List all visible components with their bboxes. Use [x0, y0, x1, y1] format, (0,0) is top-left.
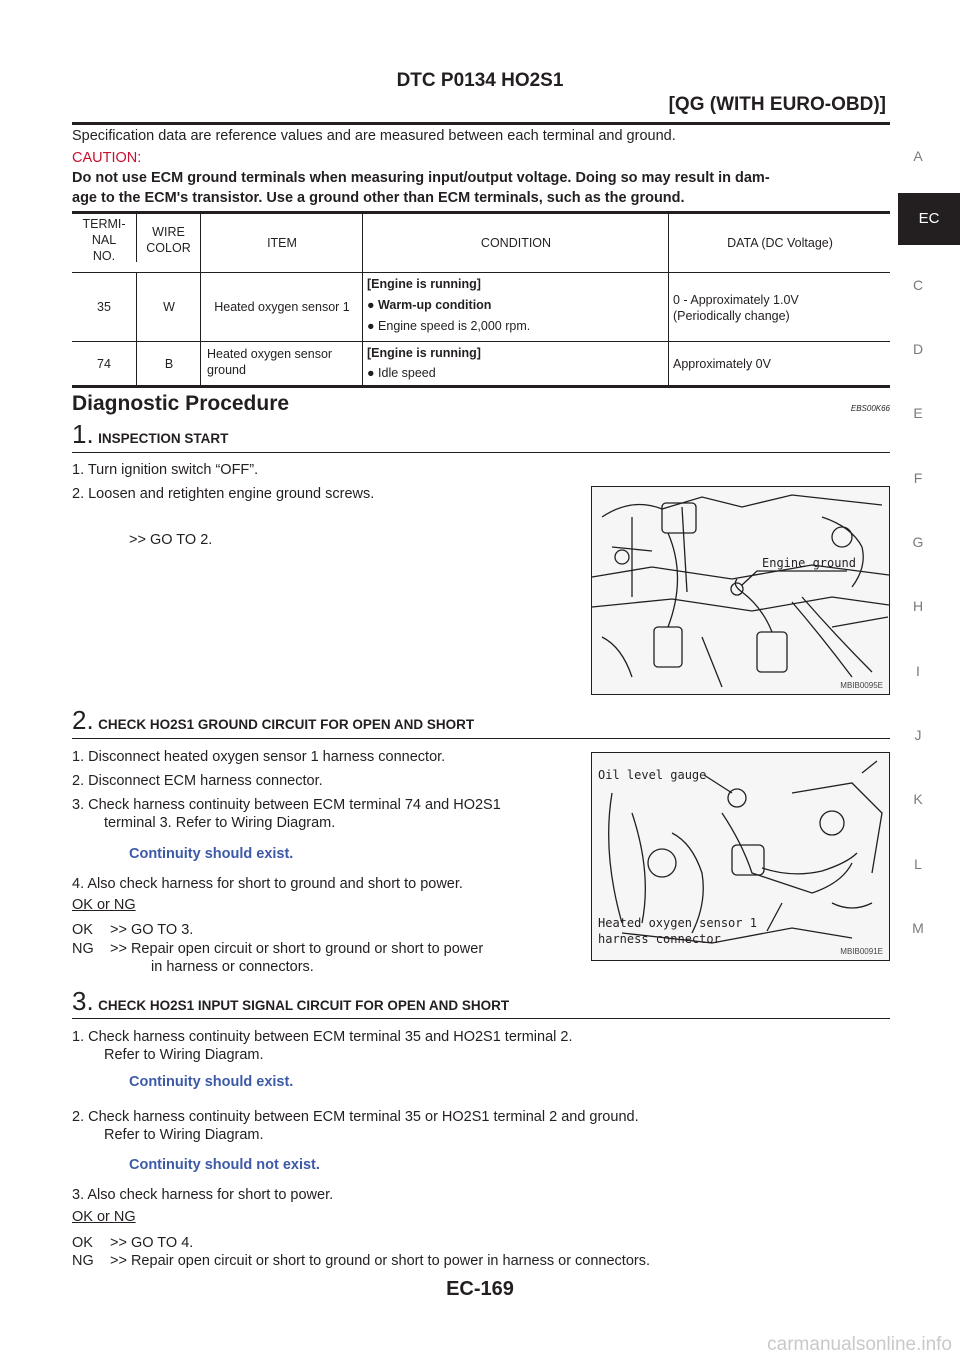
caution-line-2: age to the ECM's transistor. Use a ground other than ECM terminals, such as the ground. [72, 190, 685, 206]
cell-terminal: 74 [97, 357, 111, 371]
cell-wire: W [136, 273, 201, 341]
step-3-heading [72, 986, 509, 1017]
table-row [72, 342, 890, 386]
cell-item: Heated oxygen sensor ground [200, 342, 363, 386]
col-header-terminal: TERMI- NAL NO. [82, 217, 126, 263]
step-title: CHECK HO2S1 GROUND CIRCUIT FOR OPEN AND SHORT [98, 717, 475, 732]
condition-heading: [Engine is running] [367, 346, 481, 360]
step-3-item-cont: Refer to Wiring Diagram. [104, 1047, 264, 1063]
figure-label-engine-ground: Engine ground [762, 556, 856, 570]
step-3-spec-1: Continuity should exist. [129, 1074, 294, 1090]
step-1-heading [72, 419, 228, 450]
step-2-heading [72, 705, 474, 736]
table-row [72, 273, 890, 342]
step-2-item-cont: terminal 3. Refer to Wiring Diagram. [104, 815, 336, 831]
spec-table [72, 214, 890, 386]
step-rule [72, 1018, 890, 1019]
condition-heading: [Engine is running] [367, 277, 481, 291]
condition-bullet-1: ● Warm-up condition [367, 298, 492, 312]
sidebar-item-a[interactable]: A [913, 148, 923, 164]
sidebar-item-c[interactable]: C [912, 277, 924, 293]
figure-engine-ground [591, 486, 890, 695]
step-3-spec-2: Continuity should not exist. [129, 1157, 320, 1173]
page-subtitle: [QG (WITH EURO-OBD)] [668, 94, 886, 115]
step-3-item: 2. Check harness continuity between ECM terminal 35 or HO2S1 terminal 2 and ground. [72, 1109, 639, 1125]
bullet-icon: ● [367, 319, 379, 333]
col-header-wire: WIRE COLOR [136, 214, 200, 262]
sidebar-item-i[interactable]: I [916, 663, 920, 679]
step-number: 3. [72, 986, 94, 1016]
bullet-icon: ● [367, 298, 379, 312]
cell-wire: B [136, 342, 201, 386]
intro-text: Specification data are reference values and are measured between each terminal and ground. [72, 128, 676, 144]
step-2-ok-label: OK [72, 922, 93, 938]
cell-terminal: 35 [97, 300, 111, 314]
col-header-condition: CONDITION [362, 214, 669, 272]
step-rule [72, 738, 890, 739]
page-title: DTC P0134 HO2S1 [396, 70, 564, 91]
step-2-ng-action-cont: in harness or connectors. [151, 959, 314, 975]
sidebar-item-j[interactable]: J [914, 727, 922, 743]
table-header-row [72, 214, 890, 273]
step-1-item: 2. Loosen and retighten engine ground screws. [72, 486, 375, 502]
step-2-item: 3. Check harness continuity between ECM terminal 74 and HO2S1 [72, 797, 501, 813]
step-2-item: 1. Disconnect heated oxygen sensor 1 harness connector. [72, 749, 446, 765]
step-number: 2. [72, 705, 94, 735]
condition-bullet-2: ● Engine speed is 2,000 rpm. [367, 319, 531, 333]
figure-label-ho2s1: Heated oxygen sensor 1 [598, 916, 757, 930]
figure-id: MBIB0091E [840, 947, 883, 956]
figure-label-harness-connector: harness connector [598, 932, 721, 946]
condition-bullet-1: ● Idle speed [367, 366, 436, 380]
page-number: EC-169 [446, 1278, 514, 1300]
step-3-okng: OK or NG [72, 1209, 136, 1225]
cell-item: Heated oxygen sensor 1 [200, 273, 363, 341]
cell-condition [362, 273, 669, 341]
step-title: CHECK HO2S1 INPUT SIGNAL CIRCUIT FOR OPEN AND SHORT [98, 998, 510, 1013]
sidebar-item-f[interactable]: F [913, 470, 923, 486]
sidebar-item-k[interactable]: K [913, 791, 923, 807]
cell-condition [362, 342, 669, 386]
cell-data: 0 - Approximately 1.0V (Periodically change) [668, 273, 891, 341]
caution-label: CAUTION: [72, 150, 142, 166]
step-2-spec: Continuity should exist. [129, 846, 294, 862]
step-3-ng-action: >> Repair open circuit or short to ground or short to power in harness or connectors. [110, 1253, 651, 1269]
caution-line-1: Do not use ECM ground terminals when measuring input/output voltage. Doing so may result in dam- [72, 170, 770, 186]
step-3-item-cont: Refer to Wiring Diagram. [104, 1127, 264, 1143]
sidebar-item-d[interactable]: D [912, 341, 924, 357]
sidebar-item-ec-active[interactable]: EC [898, 193, 960, 245]
step-1-item: 1. Turn ignition switch “OFF”. [72, 462, 259, 478]
sidebar-item-m[interactable]: M [912, 920, 924, 936]
step-3-ok-action: >> GO TO 4. [110, 1235, 194, 1251]
figure-id: MBIB0095E [840, 681, 883, 690]
table-bottom-rule [72, 385, 890, 388]
step-2-ng-label: NG [72, 941, 94, 957]
figure-ho2s1-connector [591, 752, 890, 961]
sidebar-item-g[interactable]: G [912, 534, 924, 550]
step-number: 1. [72, 419, 94, 449]
step-2-item: 4. Also check harness for short to ground and short to power. [72, 876, 463, 892]
caution-text [72, 168, 890, 208]
step-2-item: 2. Disconnect ECM harness connector. [72, 773, 323, 789]
col-header-data: DATA (DC Voltage) [668, 214, 891, 272]
engine-ground-illustration [592, 487, 889, 694]
step-2-okng: OK or NG [72, 897, 136, 913]
bullet-icon: ● [367, 366, 379, 380]
watermark: carmanualsonline.info [767, 1334, 952, 1355]
step-3-ok-label: OK [72, 1235, 93, 1251]
sidebar-item-l[interactable]: L [914, 856, 922, 872]
section-title: Diagnostic Procedure [72, 392, 290, 415]
step-1-goto: >> GO TO 2. [129, 532, 213, 548]
sidebar-item-e[interactable]: E [913, 405, 923, 421]
cell-data: Approximately 0V [668, 342, 890, 386]
col-header-item: ITEM [200, 214, 363, 272]
sidebar-item-h[interactable]: H [912, 598, 924, 614]
step-2-ok-action: >> GO TO 3. [110, 922, 194, 938]
step-rule [72, 452, 890, 453]
step-3-item: 3. Also check harness for short to power. [72, 1187, 334, 1203]
step-title: INSPECTION START [98, 431, 229, 446]
step-3-ng-label: NG [72, 1253, 94, 1269]
step-2-ng-action: >> Repair open circuit or short to ground or short to power [110, 941, 484, 957]
step-3-item: 1. Check harness continuity between ECM terminal 35 and HO2S1 terminal 2. [72, 1029, 573, 1045]
section-code: EBS00K66 [850, 404, 890, 413]
figure-label-oil-level-gauge: Oil level gauge [598, 768, 707, 782]
header-rule [72, 122, 890, 125]
